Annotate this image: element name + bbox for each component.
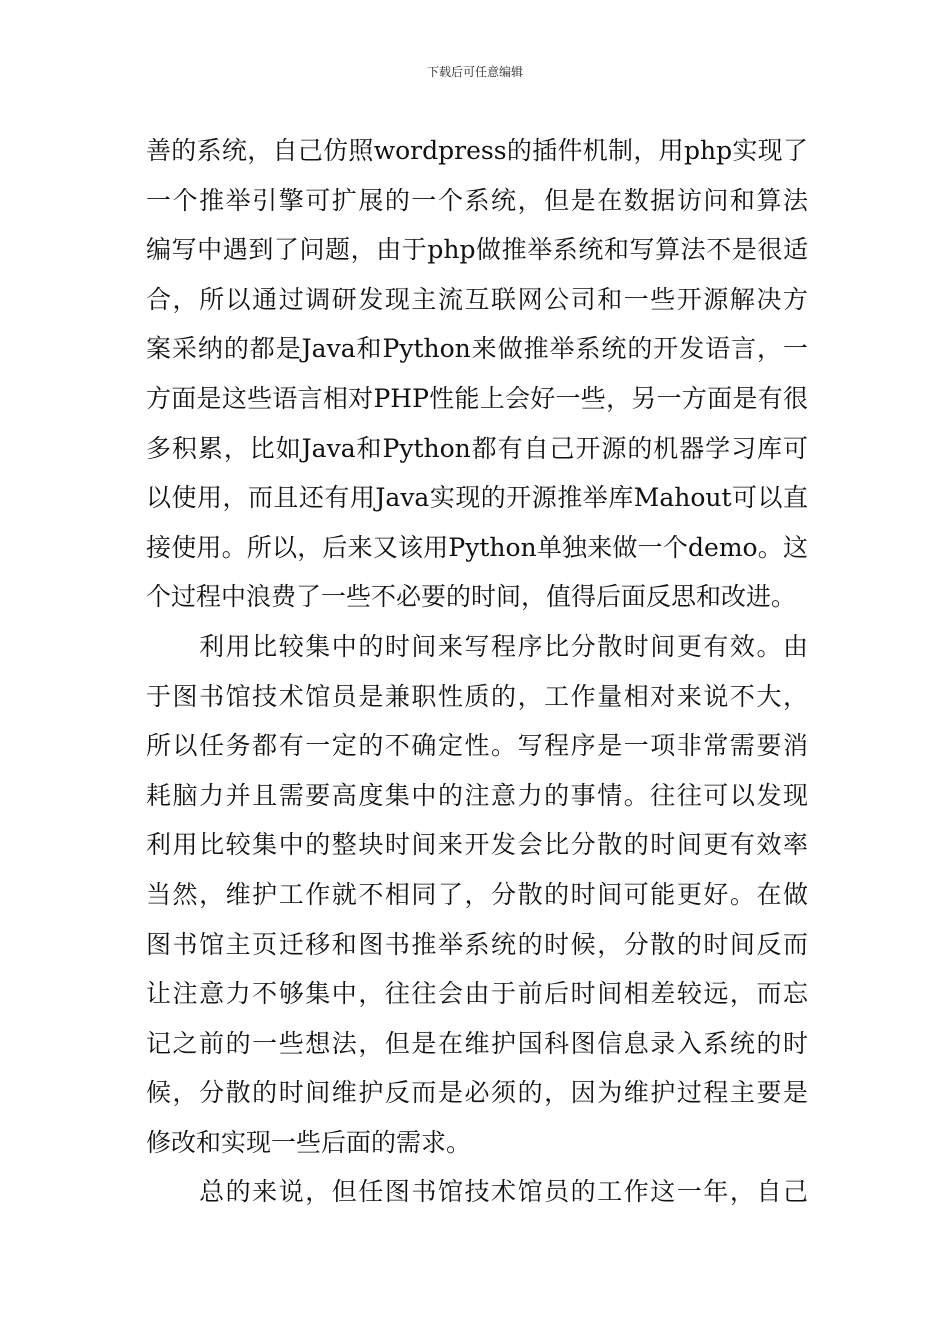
text-line: 所以任务都有一定的不确定性。写程序是一项非常需要消 bbox=[146, 731, 808, 761]
text-line: 善的系统，自己仿照wordpress的插件机制，用php实现了 bbox=[146, 136, 808, 165]
text-line: 于图书馆技术馆员是兼职性质的，工作量相对来说不大， bbox=[146, 681, 808, 711]
document-body bbox=[146, 126, 808, 1217]
text-line: 利用比较集中的时间来写程序比分散时间更有效。由 bbox=[146, 631, 808, 661]
page-header: 下载后可任意编辑 bbox=[426, 65, 523, 79]
text-line: 编写中遇到了问题，由于php做推举系统和写算法不是很适 bbox=[146, 235, 808, 265]
text-line: 利用比较集中的整块时间来开发会比分散的时间更有效率 bbox=[146, 830, 808, 860]
text-line: 让注意力不够集中，往往会由于前后时间相差较远，而忘 bbox=[146, 979, 808, 1009]
text-line: 修改和实现一些后面的需求。 bbox=[146, 1127, 472, 1157]
paragraph bbox=[146, 126, 808, 622]
text-line: 记之前的一些想法，但是在维护国科图信息录入系统的时 bbox=[146, 1028, 808, 1058]
text-line: 个过程中浪费了一些不必要的时间，值得后面反思和改进。 bbox=[146, 582, 797, 612]
text-line: 合，所以通过调研发现主流互联网公司和一些开源解决方 bbox=[146, 284, 808, 314]
text-line: 接使用。所以，后来又该用Python单独来做一个demo。这 bbox=[146, 532, 808, 562]
text-line: 以使用，而且还有用Java实现的开源推举库Mahout可以直 bbox=[146, 483, 808, 513]
paragraph bbox=[146, 1167, 808, 1217]
text-line: 总的来说，但任图书馆技术馆员的工作这一年，自己 bbox=[146, 1177, 808, 1207]
text-line: 候，分散的时间维护反而是必须的，因为维护过程主要是 bbox=[146, 1078, 808, 1108]
text-line: 案采纳的都是Java和Python来做推举系统的开发语言，一 bbox=[146, 334, 808, 364]
text-line: 耗脑力并且需要高度集中的注意力的事情。往往可以发现 bbox=[146, 780, 808, 810]
text-line: 一个推举引擎可扩展的一个系统，但是在数据访问和算法 bbox=[146, 185, 808, 215]
text-line: 多积累，比如Java和Python都有自己开源的机器学习库可 bbox=[146, 433, 808, 463]
text-line: 当然，维护工作就不相同了，分散的时间可能更好。在做 bbox=[146, 879, 808, 909]
text-line: 方面是这些语言相对PHP性能上会好一些，另一方面是有很 bbox=[146, 383, 808, 413]
paragraph bbox=[146, 622, 808, 1168]
text-line: 图书馆主页迁移和图书推举系统的时候，分散的时间反而 bbox=[146, 929, 808, 959]
